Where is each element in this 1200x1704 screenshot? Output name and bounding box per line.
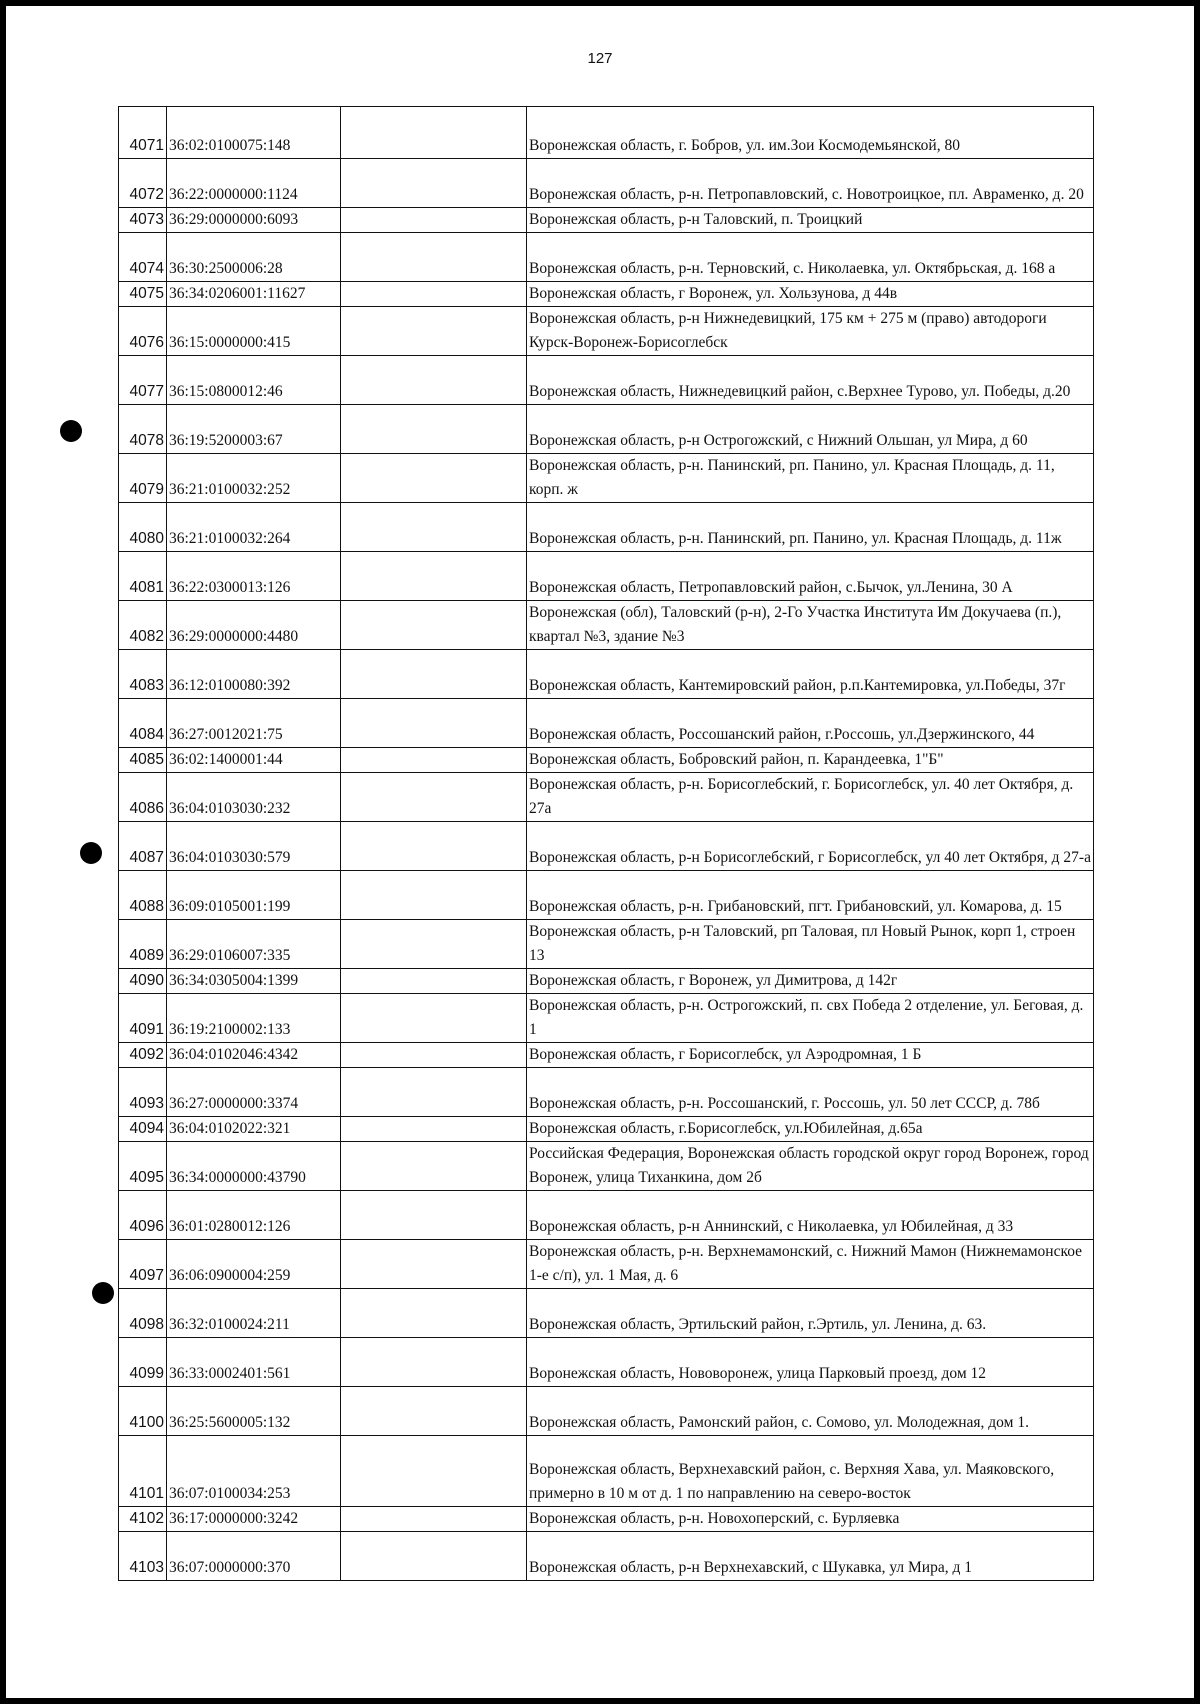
table-row xyxy=(119,748,1094,773)
table-row xyxy=(119,1338,1094,1387)
row-number: 4087 xyxy=(119,822,167,871)
cadastral-number: 36:04:0103030:232 xyxy=(167,773,341,822)
address-cell: Воронежская (обл), Таловский (р-н), 2-Го Участка Института Им Докучаева (п.), квартал №3, здание №3 xyxy=(527,601,1094,650)
blank-cell xyxy=(341,650,527,699)
row-number: 4077 xyxy=(119,356,167,405)
cadastral-number: 36:07:0000000:370 xyxy=(167,1532,341,1581)
address-cell: Воронежская область, Нововоронеж, улица Парковый проезд, дом 12 xyxy=(527,1338,1094,1387)
row-number: 4091 xyxy=(119,994,167,1043)
blank-cell xyxy=(341,920,527,969)
row-number: 4075 xyxy=(119,282,167,307)
table-row xyxy=(119,233,1094,282)
cadastral-number: 36:29:0000000:4480 xyxy=(167,601,341,650)
blank-cell xyxy=(341,1043,527,1068)
cadastral-number: 36:04:0102022:321 xyxy=(167,1117,341,1142)
table-row xyxy=(119,1191,1094,1240)
cadastral-number: 36:34:0305004:1399 xyxy=(167,969,341,994)
table-row xyxy=(119,1387,1094,1436)
row-number: 4084 xyxy=(119,699,167,748)
table-row xyxy=(119,208,1094,233)
address-cell: Воронежская область, р-н. Петропавловский, с. Новотроицкое, пл. Авраменко, д. 20 xyxy=(527,159,1094,208)
cadastral-number: 36:33:0002401:561 xyxy=(167,1338,341,1387)
row-number: 4073 xyxy=(119,208,167,233)
blank-cell xyxy=(341,1436,527,1507)
cadastral-number: 36:15:0800012:46 xyxy=(167,356,341,405)
row-number: 4103 xyxy=(119,1532,167,1581)
blank-cell xyxy=(341,356,527,405)
table-row xyxy=(119,307,1094,356)
table-row xyxy=(119,920,1094,969)
cadastral-number: 36:02:0100075:148 xyxy=(167,107,341,159)
row-number: 4101 xyxy=(119,1436,167,1507)
address-cell: Воронежская область, Эртильский район, г.Эртиль, ул. Ленина, д. 63. xyxy=(527,1289,1094,1338)
blank-cell xyxy=(341,107,527,159)
row-number: 4099 xyxy=(119,1338,167,1387)
blank-cell xyxy=(341,871,527,920)
cadastral-number: 36:19:2100002:133 xyxy=(167,994,341,1043)
row-number: 4083 xyxy=(119,650,167,699)
blank-cell xyxy=(341,1191,527,1240)
address-cell: Воронежская область, Кантемировский район, р.п.Кантемировка, ул.Победы, 37г xyxy=(527,650,1094,699)
table-row xyxy=(119,405,1094,454)
punch-hole xyxy=(60,420,82,442)
row-number: 4076 xyxy=(119,307,167,356)
table-row xyxy=(119,994,1094,1043)
blank-cell xyxy=(341,1387,527,1436)
table-row xyxy=(119,1289,1094,1338)
blank-cell xyxy=(341,1240,527,1289)
cadastral-number: 36:15:0000000:415 xyxy=(167,307,341,356)
address-cell: Воронежская область, р-н. Верхнемамонский, с. Нижний Мамон (Нижнемамонское 1-е с/п), ул. 1 Мая, д. 6 xyxy=(527,1240,1094,1289)
address-cell: Воронежская область, р-н. Острогожский, п. свх Победа 2 отделение, ул. Беговая, д. 1 xyxy=(527,994,1094,1043)
blank-cell xyxy=(341,405,527,454)
cadastral-number: 36:04:0103030:579 xyxy=(167,822,341,871)
cadastral-number: 36:02:1400001:44 xyxy=(167,748,341,773)
address-cell: Воронежская область, р-н Аннинский, с Николаевка, ул Юбилейная, д 33 xyxy=(527,1191,1094,1240)
cadastral-number: 36:07:0100034:253 xyxy=(167,1436,341,1507)
address-cell: Воронежская область, р-н Таловский, п. Троицкий xyxy=(527,208,1094,233)
cadastral-number: 36:06:0900004:259 xyxy=(167,1240,341,1289)
address-cell: Воронежская область, р-н Верхнехавский, с Шукавка, ул Мира, д 1 xyxy=(527,1532,1094,1581)
address-cell: Воронежская область, р-н. Россошанский, г. Россошь, ул. 50 лет СССР, д. 78б xyxy=(527,1068,1094,1117)
cadastral-number: 36:04:0102046:4342 xyxy=(167,1043,341,1068)
cadastral-number: 36:19:5200003:67 xyxy=(167,405,341,454)
blank-cell xyxy=(341,307,527,356)
row-number: 4096 xyxy=(119,1191,167,1240)
blank-cell xyxy=(341,969,527,994)
blank-cell xyxy=(341,1532,527,1581)
address-cell: Воронежская область, г Воронеж, ул. Хользунова, д 44в xyxy=(527,282,1094,307)
table-row xyxy=(119,1436,1094,1507)
row-number: 4098 xyxy=(119,1289,167,1338)
cadastral-number: 36:29:0000000:6093 xyxy=(167,208,341,233)
table-row xyxy=(119,1043,1094,1068)
cadastral-number: 36:34:0000000:43790 xyxy=(167,1142,341,1191)
blank-cell xyxy=(341,1068,527,1117)
table-row xyxy=(119,773,1094,822)
blank-cell xyxy=(341,503,527,552)
property-table xyxy=(118,106,1094,1581)
blank-cell xyxy=(341,1338,527,1387)
address-cell: Воронежская область, Бобровский район, п. Карандеевка, 1"Б" xyxy=(527,748,1094,773)
blank-cell xyxy=(341,699,527,748)
row-number: 4089 xyxy=(119,920,167,969)
table-row xyxy=(119,969,1094,994)
table-row xyxy=(119,107,1094,159)
address-cell: Воронежская область, Рамонский район, с. Сомово, ул. Молодежная, дом 1. xyxy=(527,1387,1094,1436)
row-number: 4088 xyxy=(119,871,167,920)
address-cell: Воронежская область, Верхнехавский район, с. Верхняя Хава, ул. Маяковского, примерно в 10 м от д. 1 по направлению на северо-восток xyxy=(527,1436,1094,1507)
table-row xyxy=(119,159,1094,208)
cadastral-number: 36:12:0100080:392 xyxy=(167,650,341,699)
table-row xyxy=(119,282,1094,307)
blank-cell xyxy=(341,994,527,1043)
address-cell: Воронежская область, р-н. Терновский, с. Николаевка, ул. Октябрьская, д. 168 а xyxy=(527,233,1094,282)
blank-cell xyxy=(341,748,527,773)
cadastral-number: 36:21:0100032:264 xyxy=(167,503,341,552)
table-row xyxy=(119,1117,1094,1142)
row-number: 4085 xyxy=(119,748,167,773)
table-row xyxy=(119,1240,1094,1289)
cadastral-number: 36:34:0206001:11627 xyxy=(167,282,341,307)
row-number: 4072 xyxy=(119,159,167,208)
blank-cell xyxy=(341,601,527,650)
table-row xyxy=(119,871,1094,920)
blank-cell xyxy=(341,282,527,307)
address-cell: Российская Федерация, Воронежская область городской округ город Воронеж, город Воронеж, улица Тиханкина, дом 2б xyxy=(527,1142,1094,1191)
blank-cell xyxy=(341,552,527,601)
table-row xyxy=(119,822,1094,871)
address-cell: Воронежская область, р-н Таловский, рп Таловая, пл Новый Рынок, корп 1, строен 13 xyxy=(527,920,1094,969)
row-number: 4102 xyxy=(119,1507,167,1532)
blank-cell xyxy=(341,773,527,822)
table-row xyxy=(119,1068,1094,1117)
row-number: 4092 xyxy=(119,1043,167,1068)
blank-cell xyxy=(341,208,527,233)
cadastral-number: 36:22:0300013:126 xyxy=(167,552,341,601)
blank-cell xyxy=(341,454,527,503)
address-cell: Воронежская область, р-н. Панинский, рп. Панино, ул. Красная Площадь, д. 11ж xyxy=(527,503,1094,552)
address-cell: Воронежская область, р-н Острогожский, с Нижний Ольшан, ул Мира, д 60 xyxy=(527,405,1094,454)
blank-cell xyxy=(341,1289,527,1338)
cadastral-number: 36:29:0106007:335 xyxy=(167,920,341,969)
page-number: 127 xyxy=(587,50,613,67)
row-number: 4081 xyxy=(119,552,167,601)
row-number: 4074 xyxy=(119,233,167,282)
cadastral-number: 36:27:0000000:3374 xyxy=(167,1068,341,1117)
blank-cell xyxy=(341,1142,527,1191)
cadastral-number: 36:09:0105001:199 xyxy=(167,871,341,920)
blank-cell xyxy=(341,159,527,208)
row-number: 4090 xyxy=(119,969,167,994)
address-cell: Воронежская область, р-н. Новохоперский, с. Бурляевка xyxy=(527,1507,1094,1532)
address-cell: Воронежская область, г.Борисоглебск, ул.Юбилейная, д.65а xyxy=(527,1117,1094,1142)
address-cell: Воронежская область, р-н Борисоглебский, г Борисоглебск, ул 40 лет Октября, д 27-а xyxy=(527,822,1094,871)
row-number: 4093 xyxy=(119,1068,167,1117)
row-number: 4086 xyxy=(119,773,167,822)
blank-cell xyxy=(341,1117,527,1142)
row-number: 4082 xyxy=(119,601,167,650)
cadastral-number: 36:21:0100032:252 xyxy=(167,454,341,503)
row-number: 4071 xyxy=(119,107,167,159)
row-number: 4097 xyxy=(119,1240,167,1289)
row-number: 4100 xyxy=(119,1387,167,1436)
row-number: 4094 xyxy=(119,1117,167,1142)
table-row xyxy=(119,356,1094,405)
blank-cell xyxy=(341,233,527,282)
table-row xyxy=(119,1532,1094,1581)
table-row xyxy=(119,650,1094,699)
table-row xyxy=(119,503,1094,552)
table-row xyxy=(119,454,1094,503)
cadastral-number: 36:22:0000000:1124 xyxy=(167,159,341,208)
cadastral-number: 36:30:2500006:28 xyxy=(167,233,341,282)
address-cell: Воронежская область, р-н. Борисоглебский, г. Борисоглебск, ул. 40 лет Октября, д. 27а xyxy=(527,773,1094,822)
address-cell: Воронежская область, Нижнедевицкий район, с.Верхнее Турово, ул. Победы, д.20 xyxy=(527,356,1094,405)
row-number: 4095 xyxy=(119,1142,167,1191)
address-cell: Воронежская область, г Борисоглебск, ул Аэродромная, 1 Б xyxy=(527,1043,1094,1068)
row-number: 4080 xyxy=(119,503,167,552)
address-cell: Воронежская область, р-н. Панинский, рп. Панино, ул. Красная Площадь, д. 11, корп. ж xyxy=(527,454,1094,503)
address-cell: Воронежская область, Россошанский район, г.Россошь, ул.Дзержинского, 44 xyxy=(527,699,1094,748)
cadastral-number: 36:01:0280012:126 xyxy=(167,1191,341,1240)
address-cell: Воронежская область, р-н. Грибановский, пгт. Грибановский, ул. Комарова, д. 15 xyxy=(527,871,1094,920)
table-row xyxy=(119,1507,1094,1532)
table-row xyxy=(119,1142,1094,1191)
cadastral-number: 36:32:0100024:211 xyxy=(167,1289,341,1338)
table-row xyxy=(119,552,1094,601)
row-number: 4079 xyxy=(119,454,167,503)
punch-hole xyxy=(92,1282,114,1304)
table-row xyxy=(119,699,1094,748)
blank-cell xyxy=(341,822,527,871)
row-number: 4078 xyxy=(119,405,167,454)
address-cell: Воронежская область, г. Бобров, ул. им.Зои Космодемьянской, 80 xyxy=(527,107,1094,159)
table-body xyxy=(119,107,1094,1581)
cadastral-number: 36:27:0012021:75 xyxy=(167,699,341,748)
blank-cell xyxy=(341,1507,527,1532)
punch-hole xyxy=(80,842,102,864)
table-row xyxy=(119,601,1094,650)
cadastral-number: 36:25:5600005:132 xyxy=(167,1387,341,1436)
address-cell: Воронежская область, Петропавловский район, с.Бычок, ул.Ленина, 30 А xyxy=(527,552,1094,601)
cadastral-number: 36:17:0000000:3242 xyxy=(167,1507,341,1532)
address-cell: Воронежская область, г Воронеж, ул Димитрова, д 142г xyxy=(527,969,1094,994)
address-cell: Воронежская область, р-н Нижнедевицкий, 175 км + 275 м (право) автодороги Курск-Воронеж-Борисоглебск xyxy=(527,307,1094,356)
